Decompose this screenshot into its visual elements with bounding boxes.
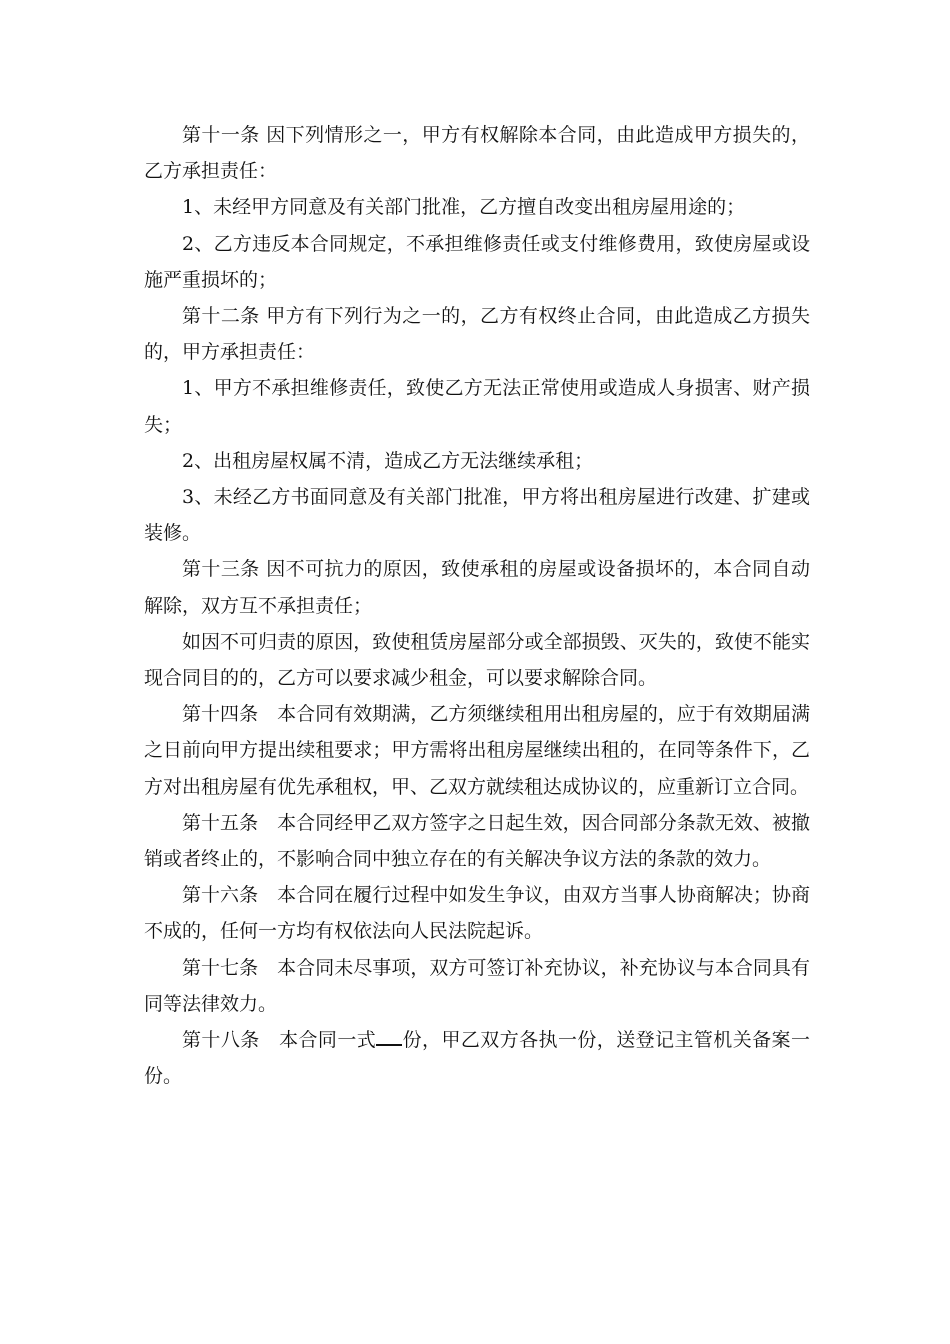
clause-12-item-1: 1、甲方不承担维修责任，致使乙方无法正常使用或造成人身损害、财产损失； [144, 377, 810, 436]
clause-17: 第十七条 本合同未尽事项，双方可签订补充协议，补充协议与本合同具有同等法律效力。 [144, 956, 810, 1015]
copies-blank-line [376, 1027, 402, 1046]
clause-14: 第十四条 本合同有效期满，乙方须继续租用出租房屋的，应于有效期届满之日前向甲方提出续租要求；甲方需将出租房屋继续出租的，在同等条件下，乙方对出租房屋有优先承租权，甲、乙双方就续租达成协议的，应重新订立合同。 [144, 703, 810, 798]
clause-18 [144, 1022, 810, 1094]
clause-12: 第十二条 甲方有下列行为之一的，乙方有权终止合同，由此造成乙方损失的，甲方承担责任： [144, 305, 810, 364]
clause-13-paragraph-2: 如因不可归责的原因，致使租赁房屋部分或全部损毁、灭失的，致使不能实现合同目的的，乙方可以要求减少租金，可以要求解除合同。 [144, 630, 810, 690]
clause-13: 第十三条 因不可抗力的原因，致使承租的房屋或设备损坏的，本合同自动解除，双方互不承担责任； [144, 558, 810, 617]
clause-12-item-3: 3、未经乙方书面同意及有关部门批准，甲方将出租房屋进行改建、扩建或装修。 [144, 486, 810, 545]
clause-18-text-before-blank: 第十八条 本合同一式 [182, 1029, 377, 1052]
clause-18-text-after-blank: 份，甲乙双方各执一份，送登记主管机关备案一份。 [144, 1029, 810, 1088]
clause-11: 第十一条 因下列情形之一，甲方有权解除本合同，由此造成甲方损失的，乙方承担责任： [144, 124, 810, 183]
clause-12-item-2: 2、出租房屋权属不清，造成乙方无法继续承租； [182, 449, 594, 472]
clause-11-item-1: 1、未经甲方同意及有关部门批准，乙方擅自改变出租房屋用途的； [182, 196, 746, 219]
clause-15: 第十五条 本合同经甲乙双方签字之日起生效，因合同部分条款无效、被撤销或者终止的，不影响合同中独立存在的有关解决争议方法的条款的效力。 [144, 811, 810, 871]
contract-body [144, 117, 810, 1094]
clause-11-item-2: 2、乙方违反本合同规定，不承担维修责任或支付维修费用，致使房屋或设施严重损坏的； [144, 232, 810, 291]
clause-16: 第十六条 本合同在履行过程中如发生争议，由双方当事人协商解决；协商不成的，任何一方均有权依法向人民法院起诉。 [144, 884, 810, 943]
